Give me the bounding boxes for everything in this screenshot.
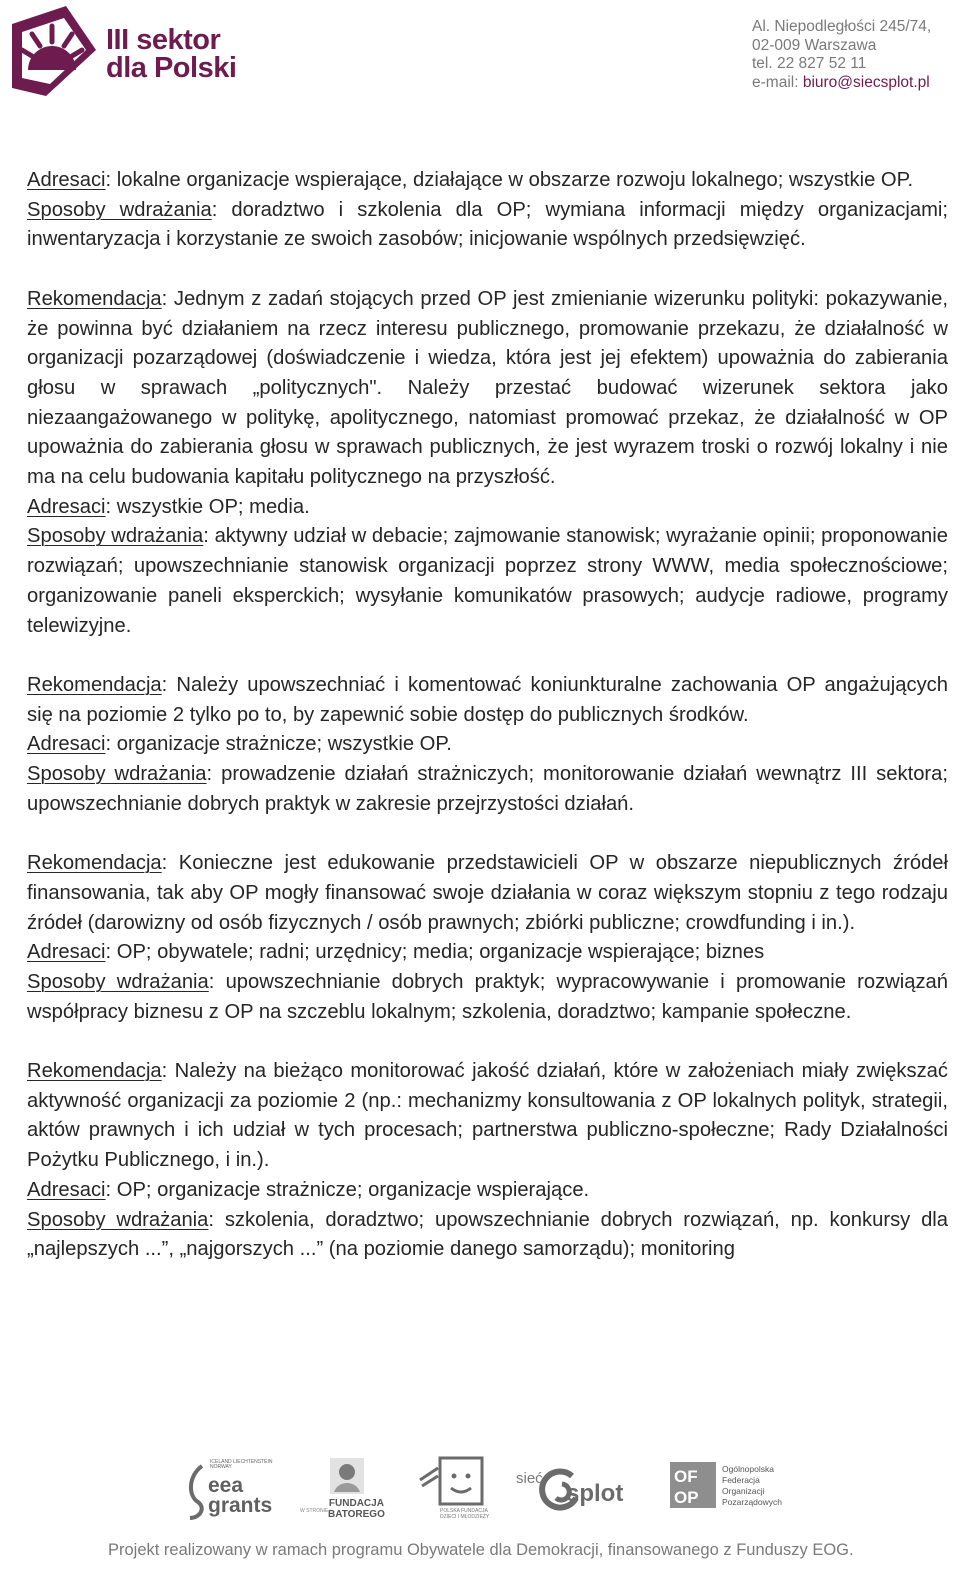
paragraph-adresaci-4 <box>27 1176 948 1206</box>
label-sposoby: Sposoby wdrażania <box>27 1208 209 1231</box>
project-funding-note: Projekt realizowany w ramach programu Obywatele dla Demokracji, finansowanego z Funduszy EOG. <box>108 1541 854 1559</box>
ofop-line-4: Pozarządowych <box>722 1497 783 1507</box>
label-adresaci: Adresaci <box>27 733 106 756</box>
spacer <box>27 641 948 671</box>
paragraph-sposoby-2 <box>27 760 948 819</box>
text-adresaci: : organizacje strażnicze; wszystkie OP. <box>105 733 452 756</box>
paragraph-adresaci-3 <box>27 938 948 968</box>
address-email <box>752 74 957 93</box>
eea-grants-logo <box>186 1458 276 1518</box>
paragraph-adresaci-0 <box>27 166 948 196</box>
paragraph-sposoby-3 <box>27 968 948 1027</box>
eea-word: eea <box>208 1474 244 1497</box>
batory-name-line-1: FUNDACJA <box>328 1498 384 1509</box>
svg-text:OP: OP <box>674 1488 699 1507</box>
logo-line-2: dla Polski <box>106 52 237 84</box>
text-adresaci: : OP; obywatele; radni; urzędnicy; media; organizacje wspierające; biznes <box>105 941 765 964</box>
address-city: 02-009 Warszawa <box>752 36 877 54</box>
svg-text:OF: OF <box>674 1467 698 1486</box>
text-rekomendacja: : Konieczne jest edukowanie przedstawicieli OP w obszarze niepublicznych źródeł finansowania, tak aby OP mogły finansować swoje działania w coraz większym stopniu z tego rodzaju źródeł (darowizny od osób fizycznych / osób prawnych; zbiórki publiczne; crowdfunding i in.). <box>27 852 948 934</box>
text-sposoby: : szkolenia, doradztwo; upowszechnianie dobrych rozwiązań, np. konkursy dla „najlepszych ...”, „najgorszych ...” (na poziomie danego samorządu); monitoring <box>27 1208 949 1261</box>
batory-small-text: W STRONIE <box>300 1508 329 1514</box>
logo-wordmark <box>106 26 236 82</box>
ofop-line-1: Ogólnopolska <box>722 1464 774 1474</box>
text-rekomendacja: : Jednym z zadań stojących przed OP jest zmienianie wizerunku polityki: pokazywanie, że powinna być działaniem na rzecz interesu publicznego, promowanie przekazu, że działalność w organizacji pozarządowej (doświadczenie i wiedza, która jest jej efektem) upoważnia do zabierania głosu w sprawach „politycznych". Należy przestać budować wizerunek sektora jako niezaangażowanego w politykę, apolitycznego, natomiast promować przekaz, że działalność w OP upoważnia do zabierania głosu w sprawach publicznych, że jest wyrazem troski o rozwój lokalny i nie ma na celu budowania kapitału politycznego na przyszłość. <box>27 287 948 489</box>
text-sposoby: : upowszechnianie dobrych praktyk; wypracowywanie i promowanie rozwiązań współpracy biznesu z OP na szczeblu lokalnym; szkolenia, doradztwo; kampanie społeczne. <box>27 970 949 1023</box>
ofop-line-2: Federacja <box>722 1475 760 1485</box>
splot-word: splot <box>566 1480 624 1507</box>
eea-swirl-icon <box>186 1462 210 1522</box>
label-rekomendacja: Rekomendacja <box>27 1060 162 1083</box>
label-adresaci: Adresaci <box>27 1178 106 1201</box>
paragraph-adresaci-1 <box>27 493 948 523</box>
siec-splot-logo <box>514 1464 634 1514</box>
paragraph-rekomendacja-3 <box>27 849 948 938</box>
ofop-name <box>722 1464 782 1508</box>
text-sposoby: : doradztwo i szkolenia dla OP; wymiana informacji między organizacjami; inwentaryzacja i korzystanie ze swoich zasobów; inicjowanie wspólnych przedsięwzięć. <box>27 198 948 251</box>
paragraph-rekomendacja-2 <box>27 671 948 730</box>
sun-emblem-icon <box>6 4 102 100</box>
label-rekomendacja: Rekomendacja <box>27 287 162 310</box>
spacer <box>27 255 948 285</box>
spacer <box>27 819 948 849</box>
splot-siec-word: sieć <box>516 1470 543 1487</box>
paragraph-rekomendacja-4 <box>27 1057 948 1176</box>
label-adresaci: Adresaci <box>27 495 106 518</box>
paragraph-adresaci-2 <box>27 730 948 760</box>
pfdim-logo <box>418 1454 490 1524</box>
text-adresaci: : lokalne organizacje wspierające, działające w obszarze rozwoju lokalnego; wszystkie OP. <box>105 169 914 191</box>
text-sposoby: : aktywny udział w debacie; zajmowanie stanowisk; wyrażanie opinii; proponowanie rozwiązań; upowszechnianie stanowisk organizacji poprzez strony WWW, media społecznościowe; organizowanie paneli eksperckich; wysyłanie komunikatów prasowych; audycje radiowe, programy telewizyjne. <box>27 525 949 637</box>
batory-emblem-icon <box>330 1458 364 1494</box>
address-phone: tel. 22 827 52 11 <box>752 55 867 72</box>
page-header <box>0 0 960 120</box>
pfdim-face-icon <box>418 1454 488 1510</box>
label-sposoby: Sposoby wdrażania <box>27 525 204 548</box>
grants-word: grants <box>208 1494 273 1517</box>
logo-line-1: III sektor <box>106 24 221 56</box>
label-adresaci: Adresaci <box>27 169 106 191</box>
text-adresaci: : wszystkie OP; media. <box>105 495 310 518</box>
eea-wordmark <box>208 1476 272 1516</box>
text-rekomendacja: : Należy na bieżąco monitorować jakość działań, które w założeniach miały zwiększać aktywność organizacji za poziomie 2 (np.: mechanizmy konsultowania z OP lokalnych polityk, strategii, aktów prawnych i ich udział w tych procesach; partnerstwa publiczno-społeczne; Rady Działalności Pożytku Publicznego, i in.). <box>27 1060 948 1172</box>
label-sposoby: Sposoby wdrażania <box>27 198 212 221</box>
ofop-line-3: Organizacji <box>722 1486 765 1496</box>
address-street: Al. Niepodległości 245/74, <box>752 18 932 35</box>
document-body <box>27 166 948 1265</box>
pfdim-small-line-2: DZIECI I MŁODZIEŻY <box>440 1514 490 1520</box>
label-rekomendacja: Rekomendacja <box>27 852 162 875</box>
sponsor-logos <box>0 1450 960 1530</box>
label-sposoby: Sposoby wdrażania <box>27 763 207 786</box>
email-label: e-mail: <box>752 73 803 91</box>
contact-address <box>752 18 957 92</box>
iii-sektor-logo <box>6 4 246 100</box>
pfdim-small-line-1: POLSKA FUNDACJA <box>440 1508 488 1514</box>
fundacja-batorego-logo <box>300 1456 410 1522</box>
batory-name-line-2: BATOREGO <box>328 1509 385 1520</box>
text-rekomendacja: : Należy upowszechniać i komentować koniunkturalne zachowania OP angażujących się na poziomie 2 tylko po to, by zapewnić sobie dostęp do publicznych środków. <box>27 673 948 726</box>
spacer <box>27 1027 948 1057</box>
paragraph-sposoby-1 <box>27 522 948 641</box>
text-sposoby: : prowadzenie działań strażniczych; monitorowanie działań wewnątrz III sektora; upowszechnianie dobrych praktyk w zakresie przejrzystości działań. <box>27 763 948 815</box>
batory-name <box>328 1498 385 1520</box>
label-sposoby: Sposoby wdrażania <box>27 970 209 993</box>
paragraph-sposoby-0 <box>27 196 948 255</box>
ofop-logo <box>670 1460 790 1516</box>
email-link[interactable]: biuro@siecsplot.pl <box>802 73 930 91</box>
paragraph-rekomendacja-1 <box>27 285 948 493</box>
eea-small-text: ICELAND LIECHTENSTEIN NORWAY <box>210 1459 273 1470</box>
label-adresaci: Adresaci <box>27 941 106 964</box>
pfdim-small-text <box>440 1508 489 1520</box>
text-adresaci: : OP; organizacje strażnicze; organizacje wspierające. <box>105 1178 590 1201</box>
ofop-monogram-icon <box>670 1462 716 1508</box>
label-rekomendacja: Rekomendacja <box>27 673 162 696</box>
paragraph-sposoby-4 <box>27 1206 948 1265</box>
